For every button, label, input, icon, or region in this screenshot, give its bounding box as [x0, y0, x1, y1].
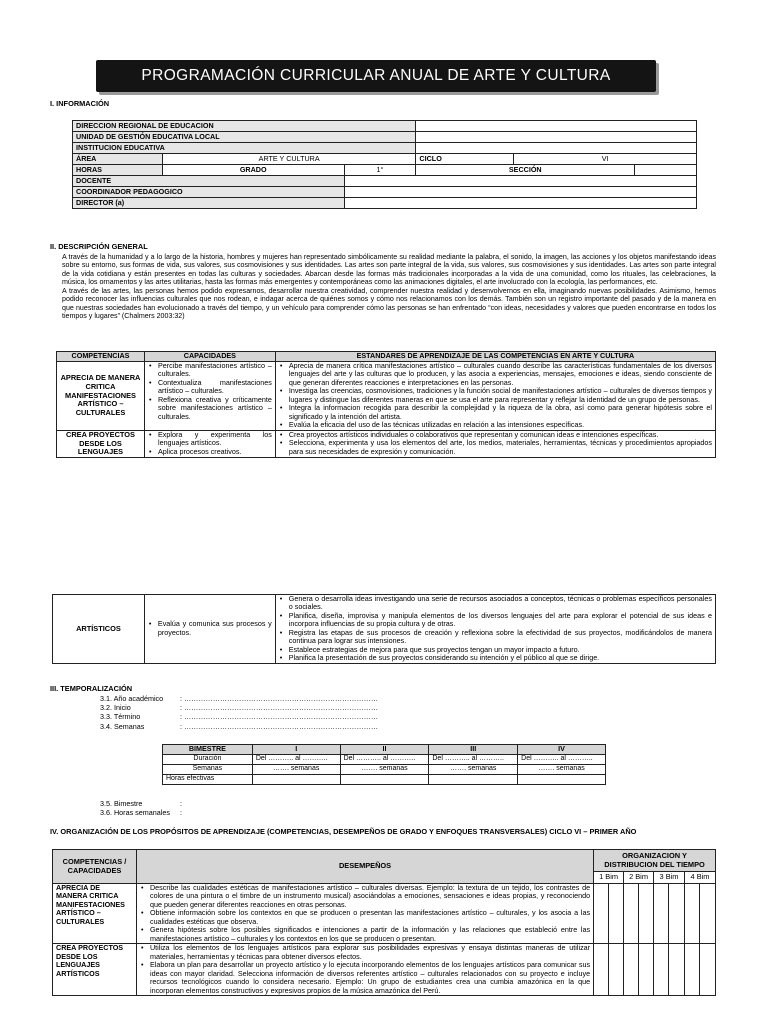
- bim-2-header: 2 Bim: [624, 872, 654, 884]
- time-cell[interactable]: [639, 944, 654, 996]
- competency-1-capacities: [148, 362, 272, 421]
- list-item: • Evalúa y comunica sus procesos y proyectos.: [148, 620, 272, 637]
- time-cell[interactable]: [609, 884, 624, 944]
- bim-4-header: 4 Bim: [684, 872, 715, 884]
- page-title: PROGRAMACIÓN CURRICULAR ANUAL DE ARTE Y CULTURA: [96, 60, 656, 92]
- coordinador-label: COORDINADOR PEDAGOGICO: [73, 187, 345, 198]
- temp-key: 3.6. Horas semanales: [100, 808, 170, 818]
- semanas-cell[interactable]: ……. semanas: [518, 765, 606, 775]
- ugel-label: UNIDAD DE GESTIÓN EDUCATIVA LOCAL: [73, 132, 416, 143]
- duracion-label: Duración: [163, 755, 253, 765]
- semanas-cell[interactable]: ……. semanas: [429, 765, 518, 775]
- ciclo-value: VI: [514, 154, 697, 165]
- competencies-table-continued: [52, 594, 716, 664]
- list-item: • Planifica la presentación de sus proyectos considerando su intención y el público al que se dirige.: [279, 654, 712, 662]
- ie-value[interactable]: [416, 143, 697, 154]
- organization-table: [52, 849, 716, 996]
- header-competencias: COMPETENCIAS: [57, 352, 145, 362]
- docente-value[interactable]: [344, 176, 696, 187]
- org-competency-1-name: APRECIA DE MANERA CRITICA MANIFESTACIONES ARTÍSTICO – CULTURALES: [53, 884, 137, 944]
- header-organizacion: ORGANIZACION Y DISTRIBUCION DEL TIEMPO: [594, 850, 716, 872]
- time-cell[interactable]: [669, 884, 685, 944]
- list-item: [100, 723, 500, 732]
- temp-value[interactable]: :: [180, 808, 182, 818]
- time-cell[interactable]: [594, 944, 609, 996]
- bim-1-header: 1 Bim: [594, 872, 624, 884]
- list-item: • Contextualiza manifestaciones artístico – culturales.: [148, 379, 272, 396]
- director-value[interactable]: [344, 198, 696, 209]
- temp-key: 3.3. Término: [100, 712, 141, 722]
- competency-2-name: CREA PROYECTOS DESDE LOS LENGUAJES: [57, 430, 145, 457]
- list-item: • Integra la informacion recogida para describir la complejidad y la riqueza de la obra, así como para generar hipótesis sobre el significado y la intención del artista.: [279, 404, 712, 421]
- list-item: • Reflexiona creativa y críticamente sobre manifestaciones artístico – culturales.: [148, 396, 272, 421]
- list-item: [100, 809, 400, 818]
- bim-header: I: [252, 745, 340, 755]
- docente-label: DOCENTE: [73, 176, 345, 187]
- time-cell[interactable]: [669, 944, 685, 996]
- temp-value[interactable]: : ………………………………………………………………………: [180, 703, 379, 713]
- horas-efectivas-label: Horas efectivas: [163, 775, 253, 785]
- bim-3-header: 3 Bim: [654, 872, 685, 884]
- description-p2: A través de las artes, las personas hemos podido expresarnos, desarrollar nuestra creatividad, comprender nuestra realidad y desenvolvernos en ella, imaginando nuevas posibilidades. Asimismo, hemos podido reconocer las influencias culturales que nos rodean, e indagar acerca de quiénes somos y cómo nos relacionamos con los demás. También son un registro importante del pasado y de la manera en que nuestras sociedades han evolucionado a través del tiempo, y un vehículo para comprender cómo las personas se han enfrentado “con ideas, necesidades y valores que pueden encontrarse en todos los tiempos y lugares” (Chalmers 2003:32): [62, 286, 716, 321]
- temp-key: 3.2. Inicio: [100, 703, 131, 713]
- time-cell[interactable]: [639, 884, 654, 944]
- time-cell[interactable]: [654, 944, 669, 996]
- grado-label: GRADO: [162, 165, 344, 176]
- competency-2-capacities-continued: [148, 620, 272, 637]
- temp-value[interactable]: :: [180, 799, 182, 808]
- time-cell[interactable]: [684, 884, 699, 944]
- competency-2-name-continued: ARTÍSTICOS: [53, 595, 145, 664]
- list-item: • Crea proyectos artísticos individuales o colaborativos que representan y comunican ideas e intenciones específicas.: [279, 431, 712, 439]
- section-2-heading: II. DESCRIPCIÓN GENERAL: [50, 242, 148, 251]
- coordinador-value[interactable]: [344, 187, 696, 198]
- competency-2-standards: [279, 431, 712, 456]
- time-cell[interactable]: [624, 944, 639, 996]
- duracion-cell[interactable]: Del ……….. al ………..: [429, 755, 518, 765]
- dre-label: DIRECCION REGIONAL DE EDUCACION: [73, 121, 416, 132]
- area-label: ÁREA: [73, 154, 163, 165]
- seccion-value[interactable]: [635, 165, 697, 176]
- temp-value[interactable]: : ………………………………………………………………………: [180, 712, 379, 722]
- time-cell[interactable]: [594, 884, 609, 944]
- header-desempenos: DESEMPEÑOS: [136, 850, 593, 884]
- time-cell[interactable]: [699, 944, 715, 996]
- competency-2-standards-continued: [279, 595, 712, 663]
- list-item: • Aplica procesos creativos.: [148, 448, 272, 456]
- section-4-heading: IV. ORGANIZACIÓN DE LOS PROPÓSITOS DE APRENDIZAJE (COMPETENCIAS, DESEMPEÑOS DE GRADO Y ENFOQUES TRANSVERSALES) CICLO VI – PRIMER AÑO: [50, 827, 637, 836]
- list-item: • Investiga las creencias, cosmovisiones, tradiciones y la función social de manifestaciones artístico – culturales de diversos tiempos y lugares y distingue las diferentes maneras en que se usa el arte para representar y reflejar la identidad de un grupo de personas.: [279, 387, 712, 404]
- bimester-table: [162, 744, 606, 785]
- semanas-cell[interactable]: ……. semanas: [340, 765, 429, 775]
- header-capacidades: CAPACIDADES: [144, 352, 275, 362]
- list-item: • Registra las etapas de sus procesos de creación y reflexiona sobre la efectividad de sus proyectos, modificándolos de manera continua para lograr sus intensiones.: [279, 629, 712, 646]
- list-item: • Establece estrategias de mejora para que sus proyectos tengan un mayor impacto a futuro.: [279, 646, 712, 654]
- ugel-value[interactable]: [416, 132, 697, 143]
- bim-header: BIMESTRE: [163, 745, 253, 755]
- info-table: [72, 120, 697, 209]
- horas-cell[interactable]: [518, 775, 606, 785]
- semanas-cell[interactable]: ……. semanas: [252, 765, 340, 775]
- grado-value: 1°: [344, 165, 416, 176]
- temporalization-list: [100, 695, 500, 732]
- temp-value[interactable]: : ………………………………………………………………………: [180, 721, 379, 731]
- time-cell[interactable]: [624, 884, 639, 944]
- list-item: • Utiliza los elementos de los lenguajes artísticos para explorar sus posibilidades expresivas y ensaya distintas maneras de utilizar materiales, herramientas y técnicas para obtener diversos efectos.: [140, 944, 590, 961]
- duracion-cell[interactable]: Del ……….. al ………..: [340, 755, 429, 765]
- bim-header: IV: [518, 745, 606, 755]
- director-label: DIRECTOR (a): [73, 198, 345, 209]
- time-cell[interactable]: [609, 944, 624, 996]
- list-item: • Percibe manifestaciones artístico – culturales.: [148, 362, 272, 379]
- temp-key: 3.4. Semanas: [100, 721, 145, 731]
- duracion-cell[interactable]: Del ……….. al ………..: [252, 755, 340, 765]
- org-competency-2-desempenos: [140, 944, 590, 995]
- description-p1: A través de la humanidad y a lo largo de la historia, hombres y mujeres han representado simbólicamente su realidad mediante la palabra, el sonido, la imagen, las acciones y los objetos manifestando ideas sobre su entorno, sus formas de vida, sus valores, sus cosmovisiones y sus identidades. Las artes son parte integral de la vida, sus valores, sus cosmovisiones y sus identidades. Las artes son parte integral de la vida cotidiana y están presentes en todas las culturas y sociedades. Abarcan desde las formas más tradicionales incorporadas a la vida de una comunidad, como los rituales, las celebraciones, la música, los ornamentos y las artes utilitarias, hasta las formas más emergentes y contemporáneas como las animaciones digitales, el arte involucrado con la ecología, las performances, etc.: [62, 253, 716, 287]
- section-3-heading: III. TEMPORALIZACIÓN: [50, 684, 133, 693]
- org-competency-1-desempenos: [140, 884, 590, 943]
- header-estandares: ESTANDARES DE APRENDIZAJE DE LAS COMPETENCIAS EN ARTE Y CULTURA: [275, 352, 715, 362]
- description: [62, 253, 716, 321]
- dre-value[interactable]: [416, 121, 697, 132]
- competency-1-name: APRECIA DE MANERA CRITICA MANIFESTACIONES ARTÍSTICO – CULTURALES: [57, 362, 145, 431]
- temp-key: 3.5. Bimestre: [100, 799, 143, 808]
- duracion-cell[interactable]: Del ……….. al ………..: [518, 755, 606, 765]
- seccion-label: SECCIÓN: [416, 165, 635, 176]
- horas-cell[interactable]: [429, 775, 518, 785]
- ie-label: INSTITUCION EDUCATIVA: [73, 143, 416, 154]
- time-cell[interactable]: [699, 884, 715, 944]
- competencies-table: [56, 351, 716, 458]
- list-item: • Selecciona, experimenta y usa los elementos del arte, los medios, materiales, herramientas, técnicas y procedimientos apropiados para sus necesidades de expresión y comunicación.: [279, 439, 712, 456]
- list-item: • Evalúa la eficacia del uso de las técnicas utilizadas en relación a las intensiones específicas.: [279, 421, 712, 429]
- area-value: ARTE Y CULTURA: [162, 154, 416, 165]
- semanas-label: Semanas: [163, 765, 253, 775]
- horas-cell[interactable]: [252, 775, 340, 785]
- competency-2-capacities: [148, 431, 272, 456]
- time-cell[interactable]: [684, 944, 699, 996]
- header-competencias-capacidades: COMPETENCIAS / CAPACIDADES: [53, 850, 137, 884]
- org-competency-2-name: CREA PROYECTOS DESDE LOS LENGUAJES ARTÍSTICOS: [53, 944, 137, 996]
- ciclo-label: CICLO: [416, 154, 514, 165]
- list-item: • Obtiene información sobre los contextos en que se producen o presentan las manifestaciones artístico – culturales, y los asocia a las cualidades estéticas que observa.: [140, 909, 590, 926]
- competency-1-standards: [279, 362, 712, 430]
- bim-header: III: [429, 745, 518, 755]
- list-item: • Genera o desarrolla ideas investigando una serie de recursos asociados a conceptos, técnicas o problemas específicos personales o sociales.: [279, 595, 712, 612]
- time-cell[interactable]: [654, 884, 669, 944]
- section-1-heading: I. INFORMACIÓN: [50, 99, 110, 108]
- list-item: • Describe las cualidades estéticas de manifestaciones artístico – culturales diversas. Ejemplo: la textura de un tejido, los contrastes de colores de una pintura o el timbre de un instrumento musical) asociándolas a emociones, sensaciones e ideas propias, y reconociendo que pueden generar diferentes reacciones en otras personas.: [140, 884, 590, 909]
- bim-header: II: [340, 745, 429, 755]
- temp-key: 3.1. Año académico: [100, 694, 164, 703]
- list-item: • Planifica, diseña, improvisa y manipula elementos de los diversos lenguajes del arte para explorar el potencial de sus ideas e incorpora influencias de su propia cultura y de otras.: [279, 612, 712, 629]
- temporalization-list-2: [100, 800, 400, 818]
- list-item: • Genera hipótesis sobre los posibles significados e intenciones a partir de la información y las relaciones que estableció entre las manifestaciones artístico – culturales y los contextos en los que se producen o presentan.: [140, 926, 590, 943]
- temp-value[interactable]: : ………………………………………………………………………: [180, 694, 379, 703]
- horas-cell[interactable]: [340, 775, 429, 785]
- list-item: • Elabora un plan para desarrollar un proyecto artístico y lo ejecuta incorporando elementos de los lenguajes artísticos para comunicar sus ideas con mayor claridad. Selecciona información de diversos referentes artístico – culturales relacionados con su proyecto e incluye recursos tecnológicos cuando lo considera necesario. Ejemplo: Un grupo de estudiantes crea una cumbia amazónica en la que incorporan elementos constructivos y expresivos propios de la música amazónica del Perú.: [140, 961, 590, 995]
- list-item: • Aprecia de manera crítica manifestaciones artístico – culturales cuando describe las características fundamentales de los diversos lenguajes del arte y las culturas que lo producen, y las asocia a experiencias, mensajes, emociones e ideas, siendo consciente de que generan diferentes reacciones e interpretaciones en las personas.: [279, 362, 712, 387]
- list-item: • Explora y experimenta los lenguajes artísticos.: [148, 431, 272, 448]
- horas-label: HORAS: [73, 165, 163, 176]
